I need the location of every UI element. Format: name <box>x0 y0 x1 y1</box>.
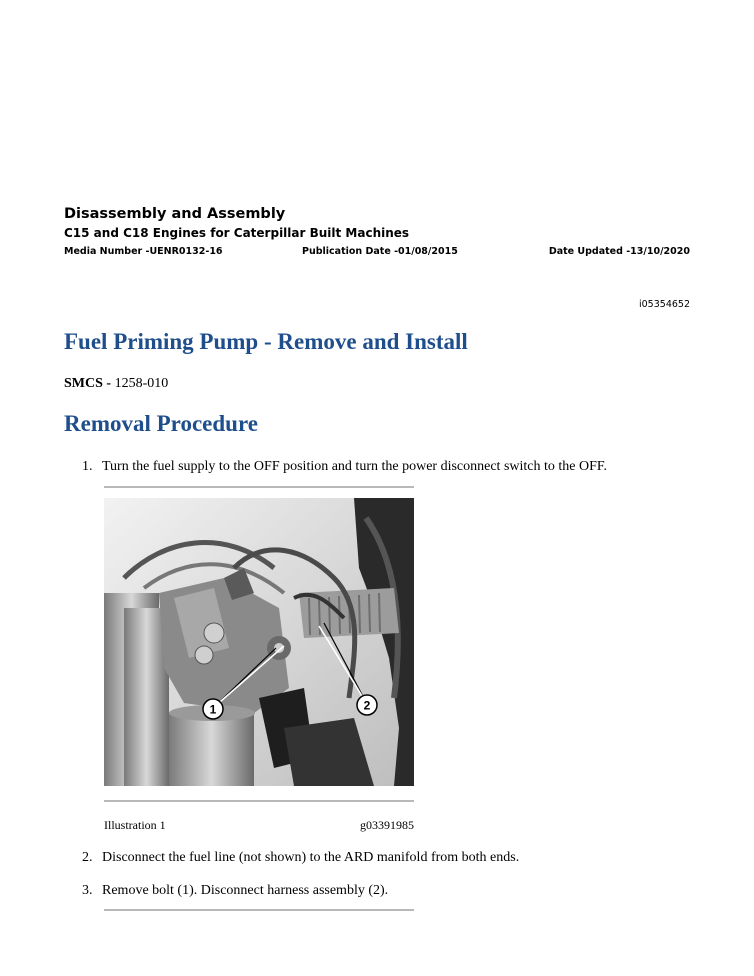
document-id: i05354652 <box>639 299 690 310</box>
step-1 <box>82 459 607 475</box>
callout-2 <box>357 695 377 715</box>
smcs-label: SMCS - <box>64 376 112 391</box>
date-updated: Date Updated -13/10/2020 <box>548 246 690 257</box>
metadata-row <box>64 246 690 260</box>
smcs-code <box>64 376 168 392</box>
step-number: 2. <box>82 850 93 865</box>
callout-1 <box>203 699 223 719</box>
step-number: 3. <box>82 883 93 898</box>
document-subtitle: C15 and C18 Engines for Caterpillar Built Machines <box>64 226 410 240</box>
step-2 <box>82 850 519 866</box>
media-number: Media Number -UENR0132-16 <box>64 246 223 257</box>
step-number: 1. <box>82 459 93 474</box>
smcs-value: 1258-010 <box>114 376 169 391</box>
step-text: Remove bolt (1). Disconnect harness assembly (2). <box>102 883 389 898</box>
page-title: Fuel Priming Pump - Remove and Install <box>64 329 468 354</box>
section-bottom-rule <box>104 909 414 911</box>
figure-bottom-rule <box>104 800 414 802</box>
publication-date: Publication Date -01/08/2015 <box>302 246 458 257</box>
step-text: Disconnect the fuel line (not shown) to the ARD manifold from both ends. <box>102 850 520 865</box>
section-title: Removal Procedure <box>64 411 258 436</box>
callout-2-label: 2 <box>363 698 371 713</box>
step-3 <box>82 883 388 899</box>
step-text: Turn the fuel supply to the OFF position and turn the power disconnect switch to the OFF. <box>102 459 608 474</box>
caption-label: Illustration 1 <box>104 818 166 832</box>
callout-1-label: 1 <box>209 702 217 717</box>
document-title: Disassembly and Assembly <box>64 206 286 222</box>
illustration-photo <box>104 498 414 786</box>
caption-id: g03391985 <box>360 818 414 832</box>
figure-top-rule <box>104 486 414 488</box>
